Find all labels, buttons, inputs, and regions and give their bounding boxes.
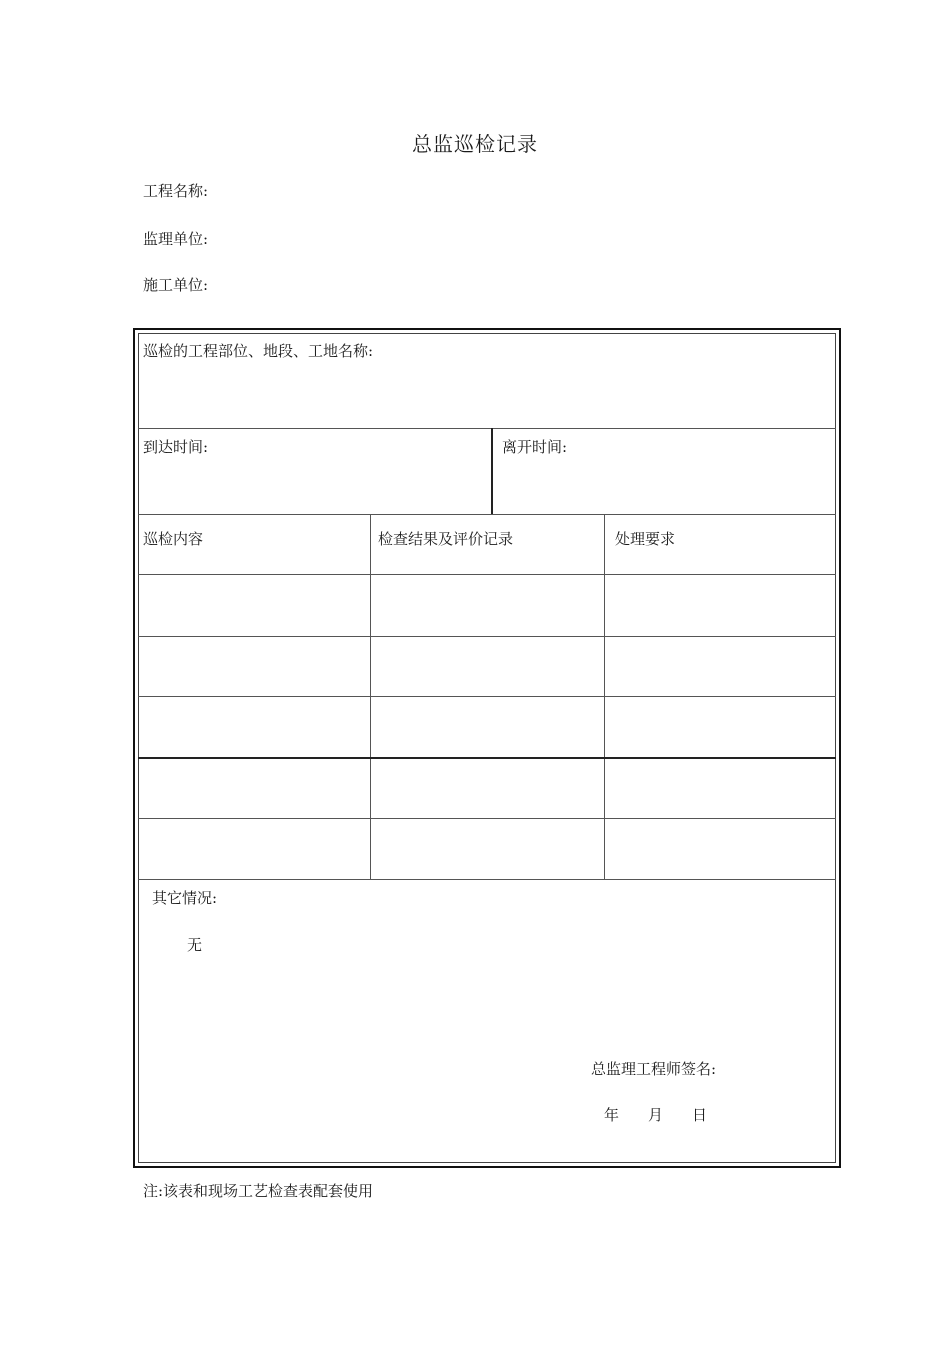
departure-time-label: 离开时间: <box>502 438 568 456</box>
table-row-divider <box>138 636 836 637</box>
arrival-time-label: 到达时间: <box>143 438 209 456</box>
table-row-divider <box>138 574 836 575</box>
table-row-divider <box>138 818 836 819</box>
column-header-result: 检查结果及评价记录 <box>378 530 514 548</box>
construction-unit-field: 施工单位: <box>143 276 209 294</box>
other-situation-label: 其它情况: <box>152 889 218 907</box>
date-day-label: 日 <box>692 1106 708 1124</box>
supervision-unit-field: 监理单位: <box>143 230 209 248</box>
divider-time-vertical <box>491 428 493 515</box>
table-row-divider <box>138 696 836 697</box>
table-row-divider <box>138 757 836 759</box>
divider-time <box>138 514 836 515</box>
column-divider-1 <box>370 514 371 880</box>
date-month-label: 月 <box>648 1106 664 1124</box>
column-header-content: 巡检内容 <box>143 530 204 548</box>
table-row-divider <box>138 879 836 880</box>
column-divider-2 <box>604 514 605 880</box>
form-inner-border <box>138 333 836 1163</box>
document-title: 总监巡检记录 <box>412 132 538 156</box>
other-situation-value: 无 <box>187 936 203 954</box>
date-year-label: 年 <box>604 1106 620 1124</box>
location-label: 巡检的工程部位、地段、工地名称: <box>143 342 374 360</box>
divider-location <box>138 428 836 429</box>
project-name-field: 工程名称: <box>143 182 209 200</box>
footnote: 注:该表和现场工艺检查表配套使用 <box>143 1182 374 1200</box>
signature-label: 总监理工程师签名: <box>591 1060 717 1078</box>
column-header-requirement: 处理要求 <box>615 530 676 548</box>
